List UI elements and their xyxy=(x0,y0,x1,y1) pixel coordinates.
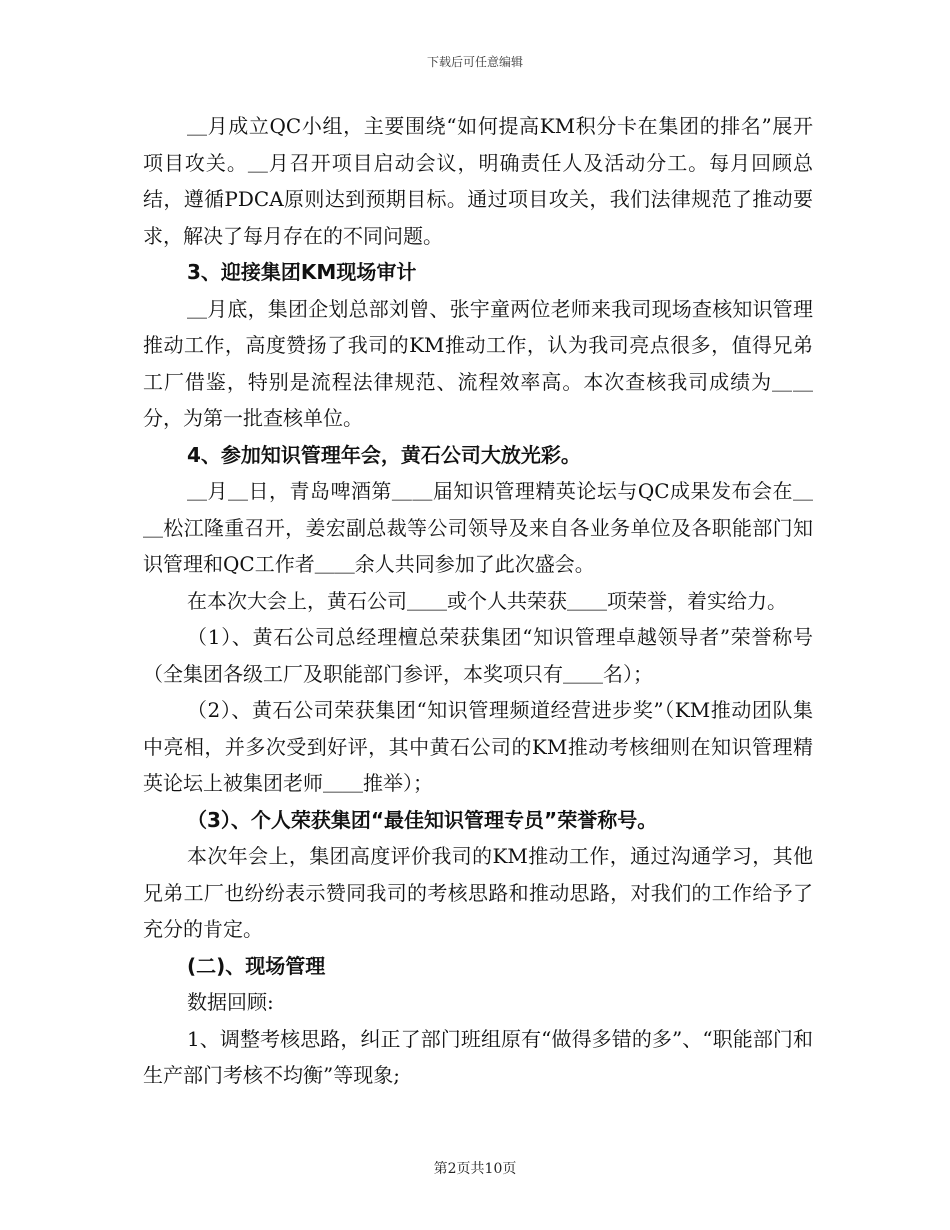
paragraph-honors: 在本次大会上，黄石公司＿＿或个人共荣获＿＿项荣誉，着实给力。 xyxy=(187,588,787,613)
heading-site-management: (二)、现场管理 xyxy=(187,953,326,978)
document-body xyxy=(143,108,813,1094)
list-item-1: （1）、黄石公司总经理檀总荣获集团“知识管理卓越领导者”荣誉称号（全集团各级工厂及职能部门参评，本奖项只有＿＿名）； xyxy=(143,625,813,686)
paragraph-adjust-assessment: 1、调整考核思路，纠正了部门班组原有“做得多错的多”、“职能部门和生产部门考核不均衡”等现象; xyxy=(143,1026,813,1087)
page-footer: 第2页共10页 xyxy=(433,1161,517,1177)
paragraph-evaluation: 本次年会上，集团高度评价我司的KM推动工作，通过沟通学习，其他兄弟工厂也纷纷表示赞同我司的考核思路和推动思路，对我们的工作给予了充分的肯定。 xyxy=(143,844,813,941)
page-header: 下载后可任意编辑 xyxy=(426,55,523,69)
list-item-2: （2）、黄石公司荣获集团“知识管理频道经营进步奖”（KM推动团队集中亮相，并多次受到好评，其中黄石公司的KM推动考核细则在知识管理精英论坛上被集团老师＿＿推举）； xyxy=(143,698,813,795)
paragraph-qc-group: ＿月成立QC小组，主要围绕“如何提高KM积分卡在集团的排名”展开项目攻关。＿月召开项目启动会议，明确责任人及活动分工。每月回顾总结，遵循PDCA原则达到预期目标。通过项目攻关，我们法律规范了推动要求，解决了每月存在的不同问题。 xyxy=(143,114,813,248)
paragraph-audit: ＿月底，集团企划总部刘曾、张宇童两位老师来我司现场查核知识管理推动工作，高度赞扬了我司的KM推动工作，认为我司亮点很多，值得兄弟工厂借鉴，特别是流程法律规范、流程效率高。本次查核我司成绩为＿＿分，为第一批查核单位。 xyxy=(143,296,813,430)
list-item-3: （3）、个人荣获集团“最佳知识管理专员”荣誉称号。 xyxy=(187,807,658,832)
heading-km-audit: 3、迎接集团KM现场审计 xyxy=(187,260,417,284)
heading-annual-meeting: 4、参加知识管理年会，黄石公司大放光彩。 xyxy=(187,442,581,467)
paragraph-forum: ＿月＿日，青岛啤酒第＿＿届知识管理精英论坛与QC成果发布会在＿＿松江隆重召开，姜宏副总裁等公司领导及来自各业务单位及各职能部门知识管理和QC工作者＿＿余人共同参加了此次盛会。 xyxy=(143,479,813,576)
paragraph-data-review: 数据回顾: xyxy=(187,990,274,1014)
